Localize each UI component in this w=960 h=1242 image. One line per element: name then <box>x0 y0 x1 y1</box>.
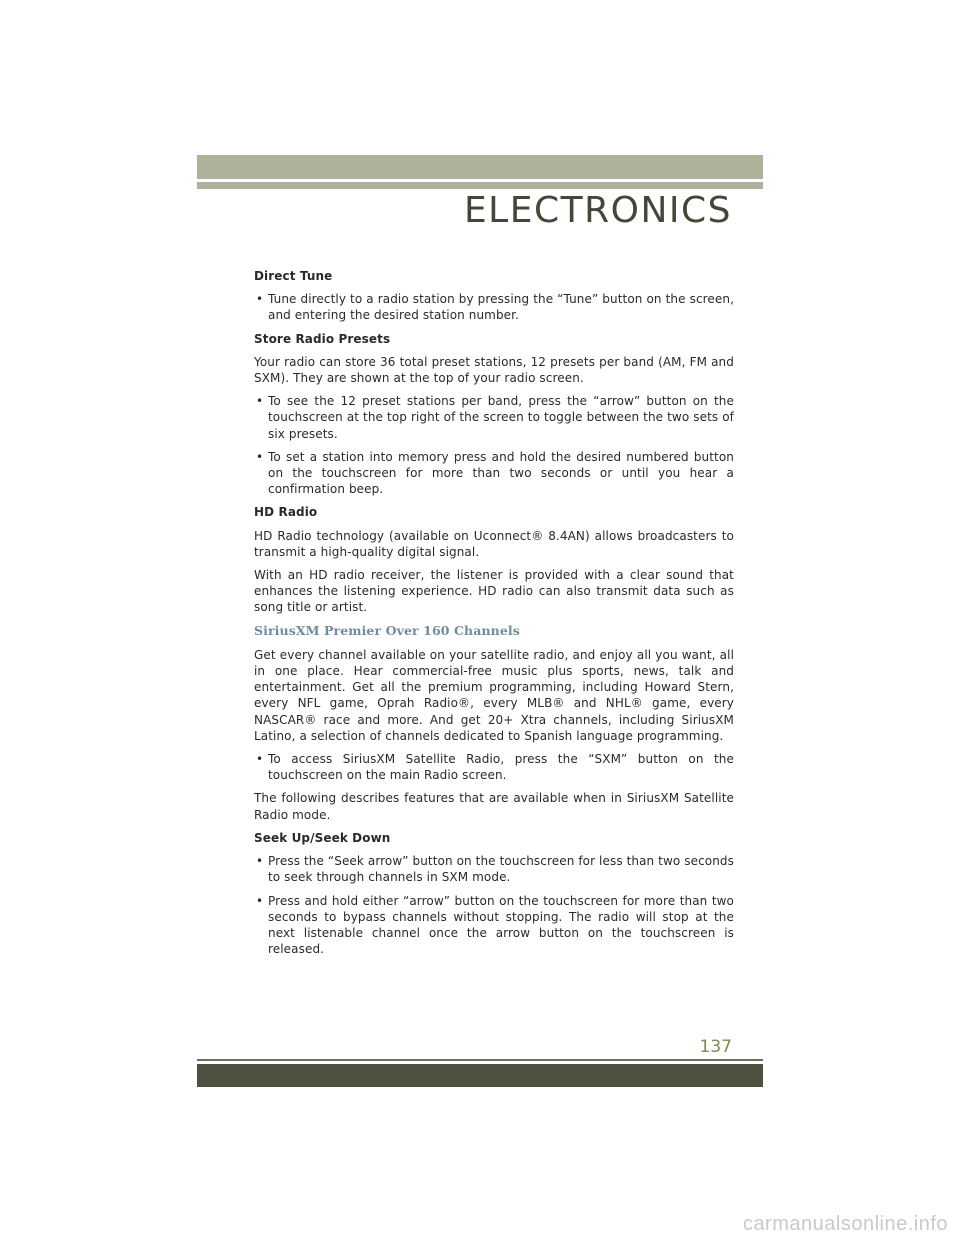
list-item: • Press and hold either “arrow” button on the touchscreen for more than two seconds to bypass channels without stopping. The radio will stop at the next listenable channel once the arrow button on the touchscreen is released. <box>254 893 734 958</box>
direct-tune-list <box>254 291 734 323</box>
watermark: carmanualsonline.info <box>742 1213 948 1235</box>
hd-radio-paragraph: HD Radio technology (available on Uconnect® 8.4AN) allows broadcasters to transmit a high-quality digital signal. <box>254 528 734 559</box>
seek-list <box>254 853 734 957</box>
page-number: 137 <box>699 1037 732 1057</box>
section-title: ELECTRONICS <box>463 190 732 231</box>
store-presets-list <box>254 393 734 497</box>
hd-radio-heading: HD Radio <box>254 505 318 520</box>
header-rule <box>197 182 763 189</box>
footer-band <box>197 1064 763 1087</box>
siriusxm-paragraph: The following describes features that are available when in SiriusXM Satellite Radio mode. <box>254 791 734 822</box>
hd-radio-paragraph: With an HD radio receiver, the listener is provided with a clear sound that enhances the listening experience. HD radio can also transmit data such as song title or artist. <box>254 568 734 615</box>
siriusxm-list <box>254 751 734 783</box>
store-presets-heading: Store Radio Presets <box>254 331 391 346</box>
header-band <box>197 155 763 179</box>
list-item: • Tune directly to a radio station by pressing the “Tune” button on the screen, and entering the desired station number. <box>254 291 734 323</box>
seek-heading: Seek Up/Seek Down <box>254 830 391 845</box>
siriusxm-paragraph: Get every channel available on your satellite radio, and enjoy all you want, all in one place. Hear commercial-free music plus sports, news, talk and entertainment. Get all the premium programming, including Howard Stern, every NFL game, Oprah Radio®, every MLB® and NHL® game, every NASCAR® race and more. And get 20+ Xtra channels, including SiriusXM Latino, a selection of channels dedicated to Spanish language programming. <box>254 647 734 743</box>
list-item: • To access SiriusXM Satellite Radio, press the “SXM” button on the touchscreen on the main Radio screen. <box>254 751 734 783</box>
direct-tune-heading: Direct Tune <box>254 269 333 283</box>
list-item: • To set a station into memory press and hold the desired numbered button on the touchscreen for more than two seconds or until you hear a confirmation beep. <box>254 449 734 498</box>
store-presets-paragraph: Your radio can store 36 total preset stations, 12 presets per band (AM, FM and SXM). They are shown at the top of your radio screen. <box>254 354 734 386</box>
list-item: • To see the 12 preset stations per band, press the “arrow” button on the touchscreen at the top right of the screen to toggle between the two sets of six presets. <box>254 393 734 442</box>
list-item: • Press the “Seek arrow” button on the touchscreen for less than two seconds to seek through channels in SXM mode. <box>254 853 734 885</box>
page-content <box>254 268 734 964</box>
siriusxm-heading: SiriusXM Premier Over 160 Channels <box>254 622 520 638</box>
footer-rule <box>197 1059 763 1061</box>
